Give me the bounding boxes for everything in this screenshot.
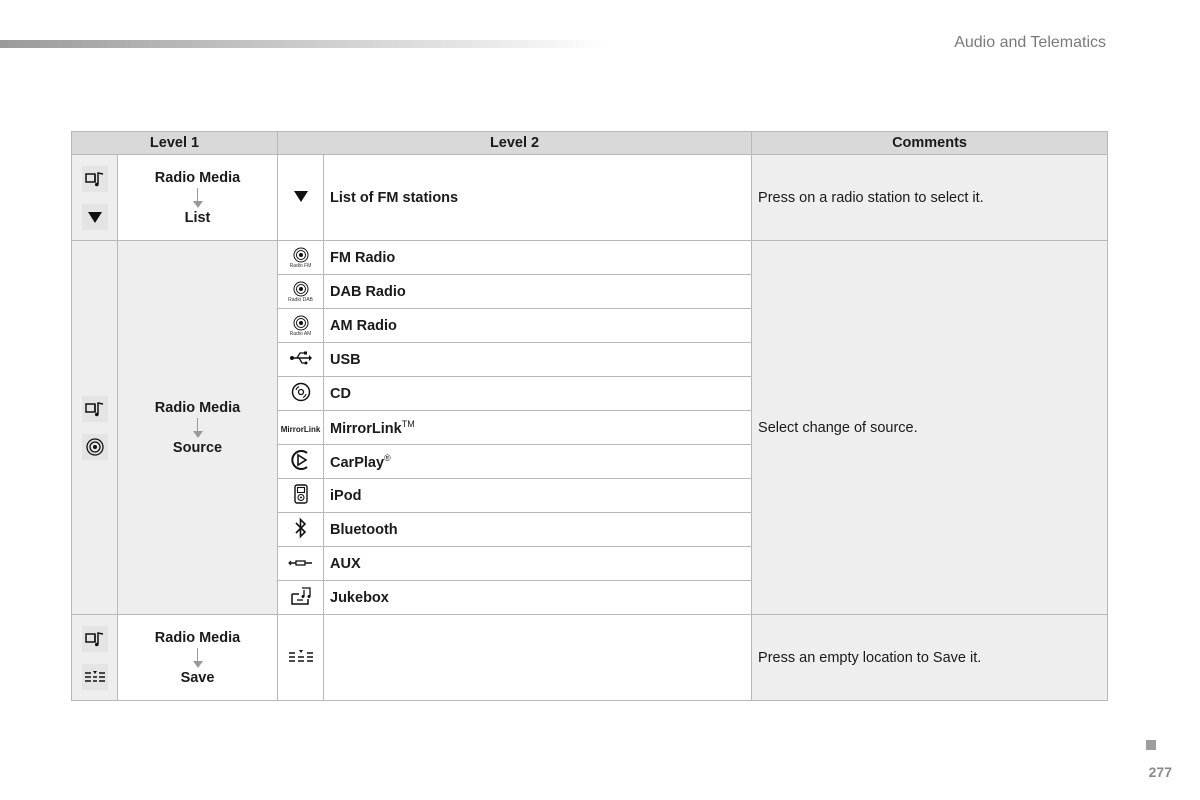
list-icon[interactable] xyxy=(82,204,108,230)
source-item-usb[interactable]: USB xyxy=(324,343,752,377)
table-row-save xyxy=(72,615,1108,701)
source-item-am[interactable]: AM Radio xyxy=(324,309,752,343)
source-item-carplay[interactable] xyxy=(324,445,752,479)
page-number: 277 xyxy=(1148,764,1172,780)
source-item-mirrorlink[interactable] xyxy=(324,411,752,445)
source-item-aux[interactable]: AUX xyxy=(324,547,752,581)
radio-media-icon[interactable] xyxy=(82,396,108,422)
save-presets-icon xyxy=(288,648,314,664)
comment-cell: Press on a radio station to select it. xyxy=(752,155,1108,241)
level1-icon-cell xyxy=(72,241,118,615)
source-item-dab[interactable]: DAB Radio xyxy=(324,275,752,309)
comment-cell: Select change of source. xyxy=(752,241,1108,615)
mirrorlink-icon: MirrorLink xyxy=(280,424,321,434)
page-marker xyxy=(1146,740,1156,750)
level1-icon-cell xyxy=(72,155,118,241)
icon-caption: Radio AM xyxy=(289,330,312,337)
level2-icon-cell xyxy=(278,581,324,615)
level1-bottom-label: Source xyxy=(172,439,223,456)
source-item-fm[interactable]: FM Radio xyxy=(324,241,752,275)
icon-caption: Radio DAB xyxy=(288,296,313,303)
column-header-level1: Level 1 xyxy=(72,132,278,155)
comment-cell: Press an empty location to Save it. xyxy=(752,615,1108,701)
level2-icon-cell xyxy=(278,241,324,275)
table-row-source xyxy=(72,241,1108,275)
registered-sup: ® xyxy=(384,452,391,463)
table-row-list xyxy=(72,155,1108,241)
level2-icon-cell xyxy=(278,155,324,241)
level1-bottom-label: List xyxy=(184,209,211,226)
level2-icon-cell xyxy=(278,513,324,547)
jukebox-icon xyxy=(290,586,312,606)
level2-icon-cell xyxy=(278,411,324,445)
source-icon[interactable] xyxy=(82,434,108,460)
source-item-jukebox[interactable]: Jukebox xyxy=(324,581,752,615)
radio-media-icon[interactable] xyxy=(82,166,108,192)
radio-icon xyxy=(278,281,323,303)
level2-icon-cell xyxy=(278,377,324,411)
source-item-cd[interactable]: CD xyxy=(324,377,752,411)
aux-icon xyxy=(288,558,314,568)
section-title: Audio and Telematics xyxy=(954,34,1106,51)
icon-caption: Radio FM xyxy=(289,262,312,269)
radio-icon xyxy=(278,315,323,337)
level2-icon-cell xyxy=(278,479,324,513)
cd-icon xyxy=(291,382,311,402)
source-item-label: CarPlay xyxy=(330,454,385,471)
carplay-icon xyxy=(289,448,313,472)
level1-top-label: Radio Media xyxy=(154,629,241,646)
table-header-row xyxy=(72,132,1108,155)
level1-top-label: Radio Media xyxy=(154,169,241,186)
source-item-label: MirrorLink xyxy=(330,420,402,437)
level2-icon-cell xyxy=(278,547,324,581)
level1-icon-cell xyxy=(72,615,118,701)
radio-media-icon[interactable] xyxy=(82,626,108,652)
level1-label-list xyxy=(118,155,278,241)
level1-top-label: Radio Media xyxy=(154,399,241,416)
radio-icon xyxy=(278,247,323,269)
trademark-sup: TM xyxy=(401,418,415,429)
level2-icon-cell xyxy=(278,275,324,309)
column-header-level2: Level 2 xyxy=(278,132,752,155)
column-header-comments: Comments xyxy=(752,132,1108,155)
source-item-bluetooth[interactable]: Bluetooth xyxy=(324,513,752,547)
arrow-down-icon xyxy=(193,188,203,208)
arrow-down-icon xyxy=(193,418,203,438)
bluetooth-icon xyxy=(294,517,308,539)
list-icon xyxy=(291,186,311,206)
source-item-ipod[interactable]: iPod xyxy=(324,479,752,513)
usb-icon xyxy=(289,351,313,365)
level2-icon-cell xyxy=(278,309,324,343)
level2-icon-cell xyxy=(278,615,324,701)
arrow-down-icon xyxy=(193,648,203,668)
level1-bottom-label: Save xyxy=(180,669,215,686)
save-presets-icon[interactable] xyxy=(82,664,108,690)
level2-empty-cell xyxy=(324,615,752,701)
menu-table xyxy=(71,131,1108,701)
ipod-icon xyxy=(294,484,308,504)
level2-icon-cell xyxy=(278,343,324,377)
level1-label-source xyxy=(118,241,278,615)
header-gradient-bar xyxy=(0,40,610,48)
level1-label-save xyxy=(118,615,278,701)
level2-icon-cell xyxy=(278,445,324,479)
level2-label: List of FM stations xyxy=(324,155,752,241)
